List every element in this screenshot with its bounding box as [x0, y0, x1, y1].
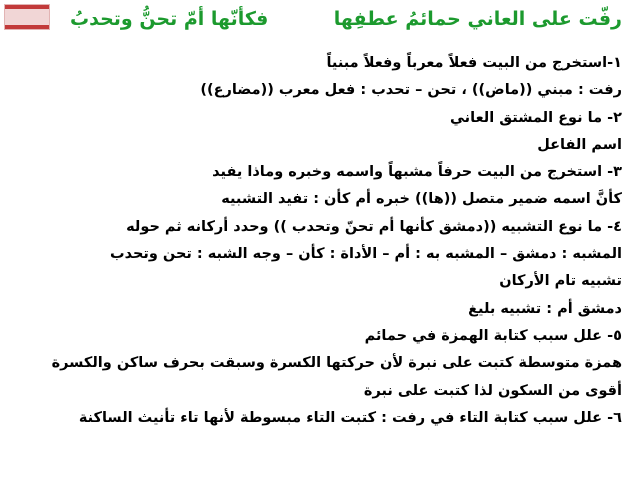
answer-5-line-2: أقوى من السكون لذا كتبت على نبرة [363, 382, 622, 399]
answer-4-line-1: المشبه : دمشق – المشبه به : أم – الأداة : كأن – وجه الشبه : تحن وتحدب [110, 246, 622, 263]
answer-2: اسم الفاعل [537, 136, 622, 153]
verse-title [60, 8, 622, 38]
question-6: ٦- علل سبب كتابة التاء في رفت : كتبت التاء مبسوطة لأنها تاء تأنيث الساكنة [78, 409, 622, 426]
question-5: ٥- علل سبب كتابة الهمزة في حمائم [364, 327, 622, 344]
answer-4-line-2: تشبيه تام الأركان [499, 273, 622, 290]
question-answer-list [8, 50, 622, 432]
question-3: ٣- استخرج من البيت حرفاً مشبهاً واسمه وخبره وماذا يفيد [212, 164, 622, 181]
answer-3: كأنَّ اسمه ضمير متصل ((ها)) خبره أم كأن : تفيد التشبيه [221, 191, 622, 208]
verse-second-hemistich: فكأنّها أمّ تحنُّ وتحدبُ [70, 8, 269, 30]
corner-logo-image [4, 4, 50, 30]
verse-first-hemistich: رفّت على العاني حمائمُ عطفِها [333, 8, 622, 30]
question-4: ٤- ما نوع التشبيه ((دمشق كأنها أم تحنّ وتحدب )) وحدد أركانه ثم حوله [126, 218, 622, 235]
question-2: ٢- ما نوع المشتق العاني [450, 109, 622, 126]
logo-top-band [5, 5, 49, 9]
logo-bottom-band [5, 25, 49, 29]
answer-5-line-1: همزة متوسطة كتبت على نبرة لأن حركتها الكسرة وسبقت بحرف ساكن والكسرة [51, 355, 622, 372]
answer-1: رفت : مبني ((ماض)) ، تحن – تحدب : فعل معرب ((مضارع)) [200, 82, 622, 99]
answer-4-line-3: دمشق أم : تشبيه بليغ [468, 300, 622, 317]
question-1: ١-استخرج من البيت فعلاً معرباً وفعلاً مبنياً [326, 55, 622, 71]
